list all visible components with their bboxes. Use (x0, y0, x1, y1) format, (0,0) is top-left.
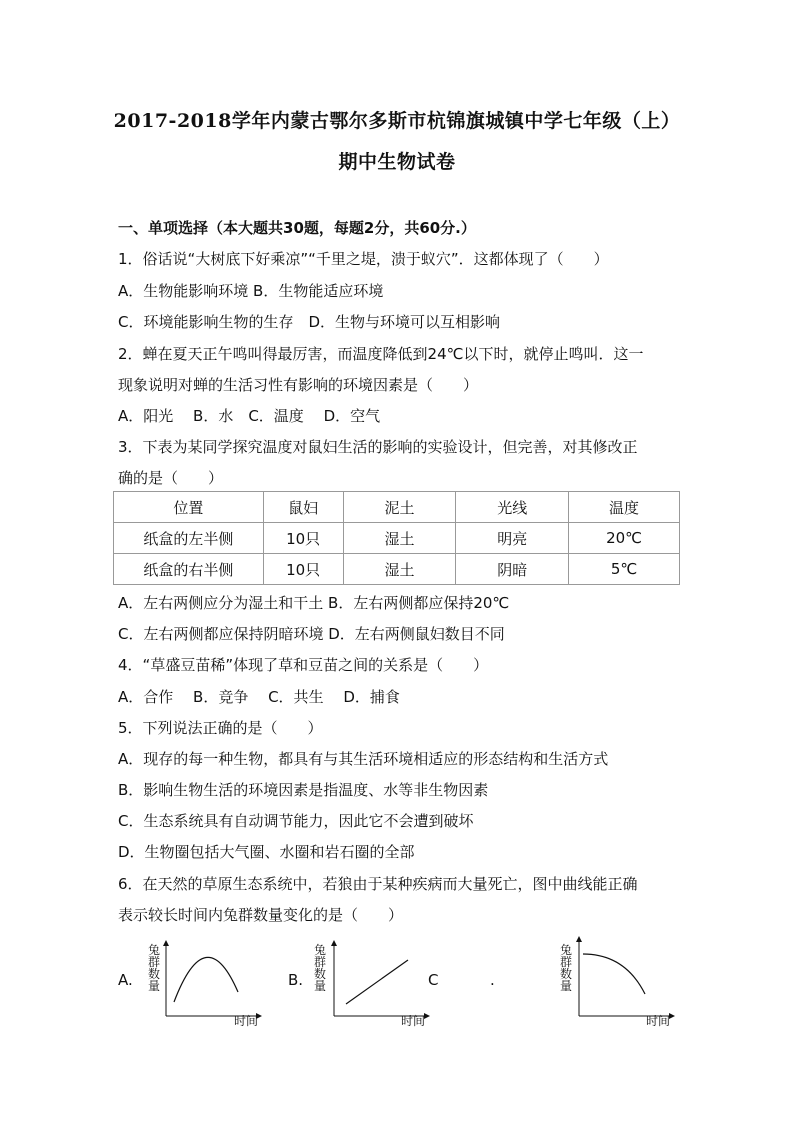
question-1-stem: 1．俗话说“大树底下好乘凉”“千里之堤，溃于蚁穴”．这都体现了（ ） (118, 250, 609, 268)
question-6-stem-line-2: 表示较长时间内兔群数量变化的是（ ） (118, 906, 404, 924)
table-cell: 纸盒的左半侧 (114, 523, 264, 554)
question-4-options: A．合作 B．竞争 C．共生 D．捕食 (118, 688, 400, 706)
table-cell: 湿土 (343, 554, 456, 585)
question-2-stem-line-2: 现象说明对蝉的生活习性有影响的环境因素是（ ） (118, 376, 479, 394)
graph-b-plot (330, 940, 430, 1020)
table-cell: 10只 (263, 554, 343, 585)
question-3-stem-line-1: 3．下表为某同学探究温度对鼠妇生活的影响的实验设计，但完善，对其修改正 (118, 438, 638, 456)
table-row (114, 554, 680, 585)
graph-d (575, 936, 675, 1020)
graph-b (330, 940, 430, 1020)
question-5-stem: 5．下列说法正确的是（ ） (118, 719, 323, 737)
graph-a-y-label: 兔群数量 (148, 943, 161, 993)
question-3-options-cd: C．左右两侧都应保持阴暗环境 D．左右两侧鼠妇数目不同 (118, 625, 505, 643)
graph-d-curve (583, 954, 645, 994)
experiment-table (113, 491, 680, 585)
question-3-options-ab: A．左右两侧应分为湿土和干土 B．左右两侧都应保持20℃ (118, 594, 510, 612)
graph-d-x-label: 时间 (646, 1014, 671, 1028)
title-line-1: 2017-2018学年内蒙古鄂尔多斯市杭锦旗城镇中学七年级（上） (113, 110, 681, 132)
table-cell: 纸盒的右半侧 (114, 554, 264, 585)
question-3-stem-line-2: 确的是（ ） (118, 469, 224, 487)
graph-a (162, 940, 262, 1020)
table-header-cell: 温度 (569, 492, 680, 523)
question-2-stem-line-1: 2．蝉在夏天正午鸣叫得最厉害，而温度降低到24℃以下时，就停止鸣叫．这一 (118, 345, 644, 363)
question-2-options: A．阳光 B．水 C．温度 D．空气 (118, 407, 381, 425)
graph-a-option-label: A. (118, 971, 133, 989)
graph-d-option-dot: . (490, 971, 495, 989)
table-cell: 湿土 (343, 523, 456, 554)
table-header-cell: 光线 (456, 492, 569, 523)
graph-b-y-label: 兔群数量 (314, 943, 327, 993)
table-row (114, 523, 680, 554)
table-cell: 阴暗 (456, 554, 569, 585)
table-header-row (114, 492, 680, 523)
question-4-stem: 4．“草盛豆苗稀”体现了草和豆苗之间的关系是（ ） (118, 656, 489, 674)
graph-a-plot (162, 940, 262, 1020)
table-cell: 20℃ (569, 523, 680, 554)
section-heading: 一、单项选择（本大题共30题，每题2分，共60分.） (118, 219, 476, 237)
question-5-option-c: C．生态系统具有自动调节能力，因此它不会遭到破坏 (118, 812, 474, 830)
graph-c-option-label: C (428, 971, 439, 989)
graph-b-line (346, 960, 408, 1004)
table-header-cell: 位置 (114, 492, 264, 523)
table-cell: 5℃ (569, 554, 680, 585)
question-5-option-b: B．影响生物生活的环境因素是指温度、水等非生物因素 (118, 781, 489, 799)
graph-a-x-label: 时间 (234, 1014, 259, 1028)
table-header-cell: 泥土 (343, 492, 456, 523)
graph-d-y-arrow (576, 936, 582, 942)
question-5-option-d: D．生物圈包括大气圈、水圈和岩石圈的全部 (118, 843, 415, 861)
graph-b-y-arrow (331, 940, 337, 946)
title-line-2: 期中生物试卷 (338, 151, 456, 173)
question-1-options-cd: C．环境能影响生物的生存 D．生物与环境可以互相影响 (118, 313, 501, 331)
question-1-options-ab: A．生物能影响环境 B．生物能适应环境 (118, 282, 384, 300)
graph-b-x-label: 时间 (401, 1014, 426, 1028)
question-5-option-a: A．现存的每一种生物，都具有与其生活环境相适应的形态结构和生活方式 (118, 750, 609, 768)
question-6-stem-line-1: 6．在天然的草原生态系统中，若狼由于某种疾病而大量死亡，图中曲线能正确 (118, 875, 638, 893)
table-cell: 10只 (263, 523, 343, 554)
graph-a-curve (174, 957, 238, 1002)
graph-a-y-arrow (163, 940, 169, 946)
table-header-cell: 鼠妇 (263, 492, 343, 523)
graph-b-option-label: B. (288, 971, 304, 989)
table-cell: 明亮 (456, 523, 569, 554)
graph-d-plot (575, 936, 675, 1020)
graph-d-y-label: 兔群数量 (560, 943, 573, 993)
